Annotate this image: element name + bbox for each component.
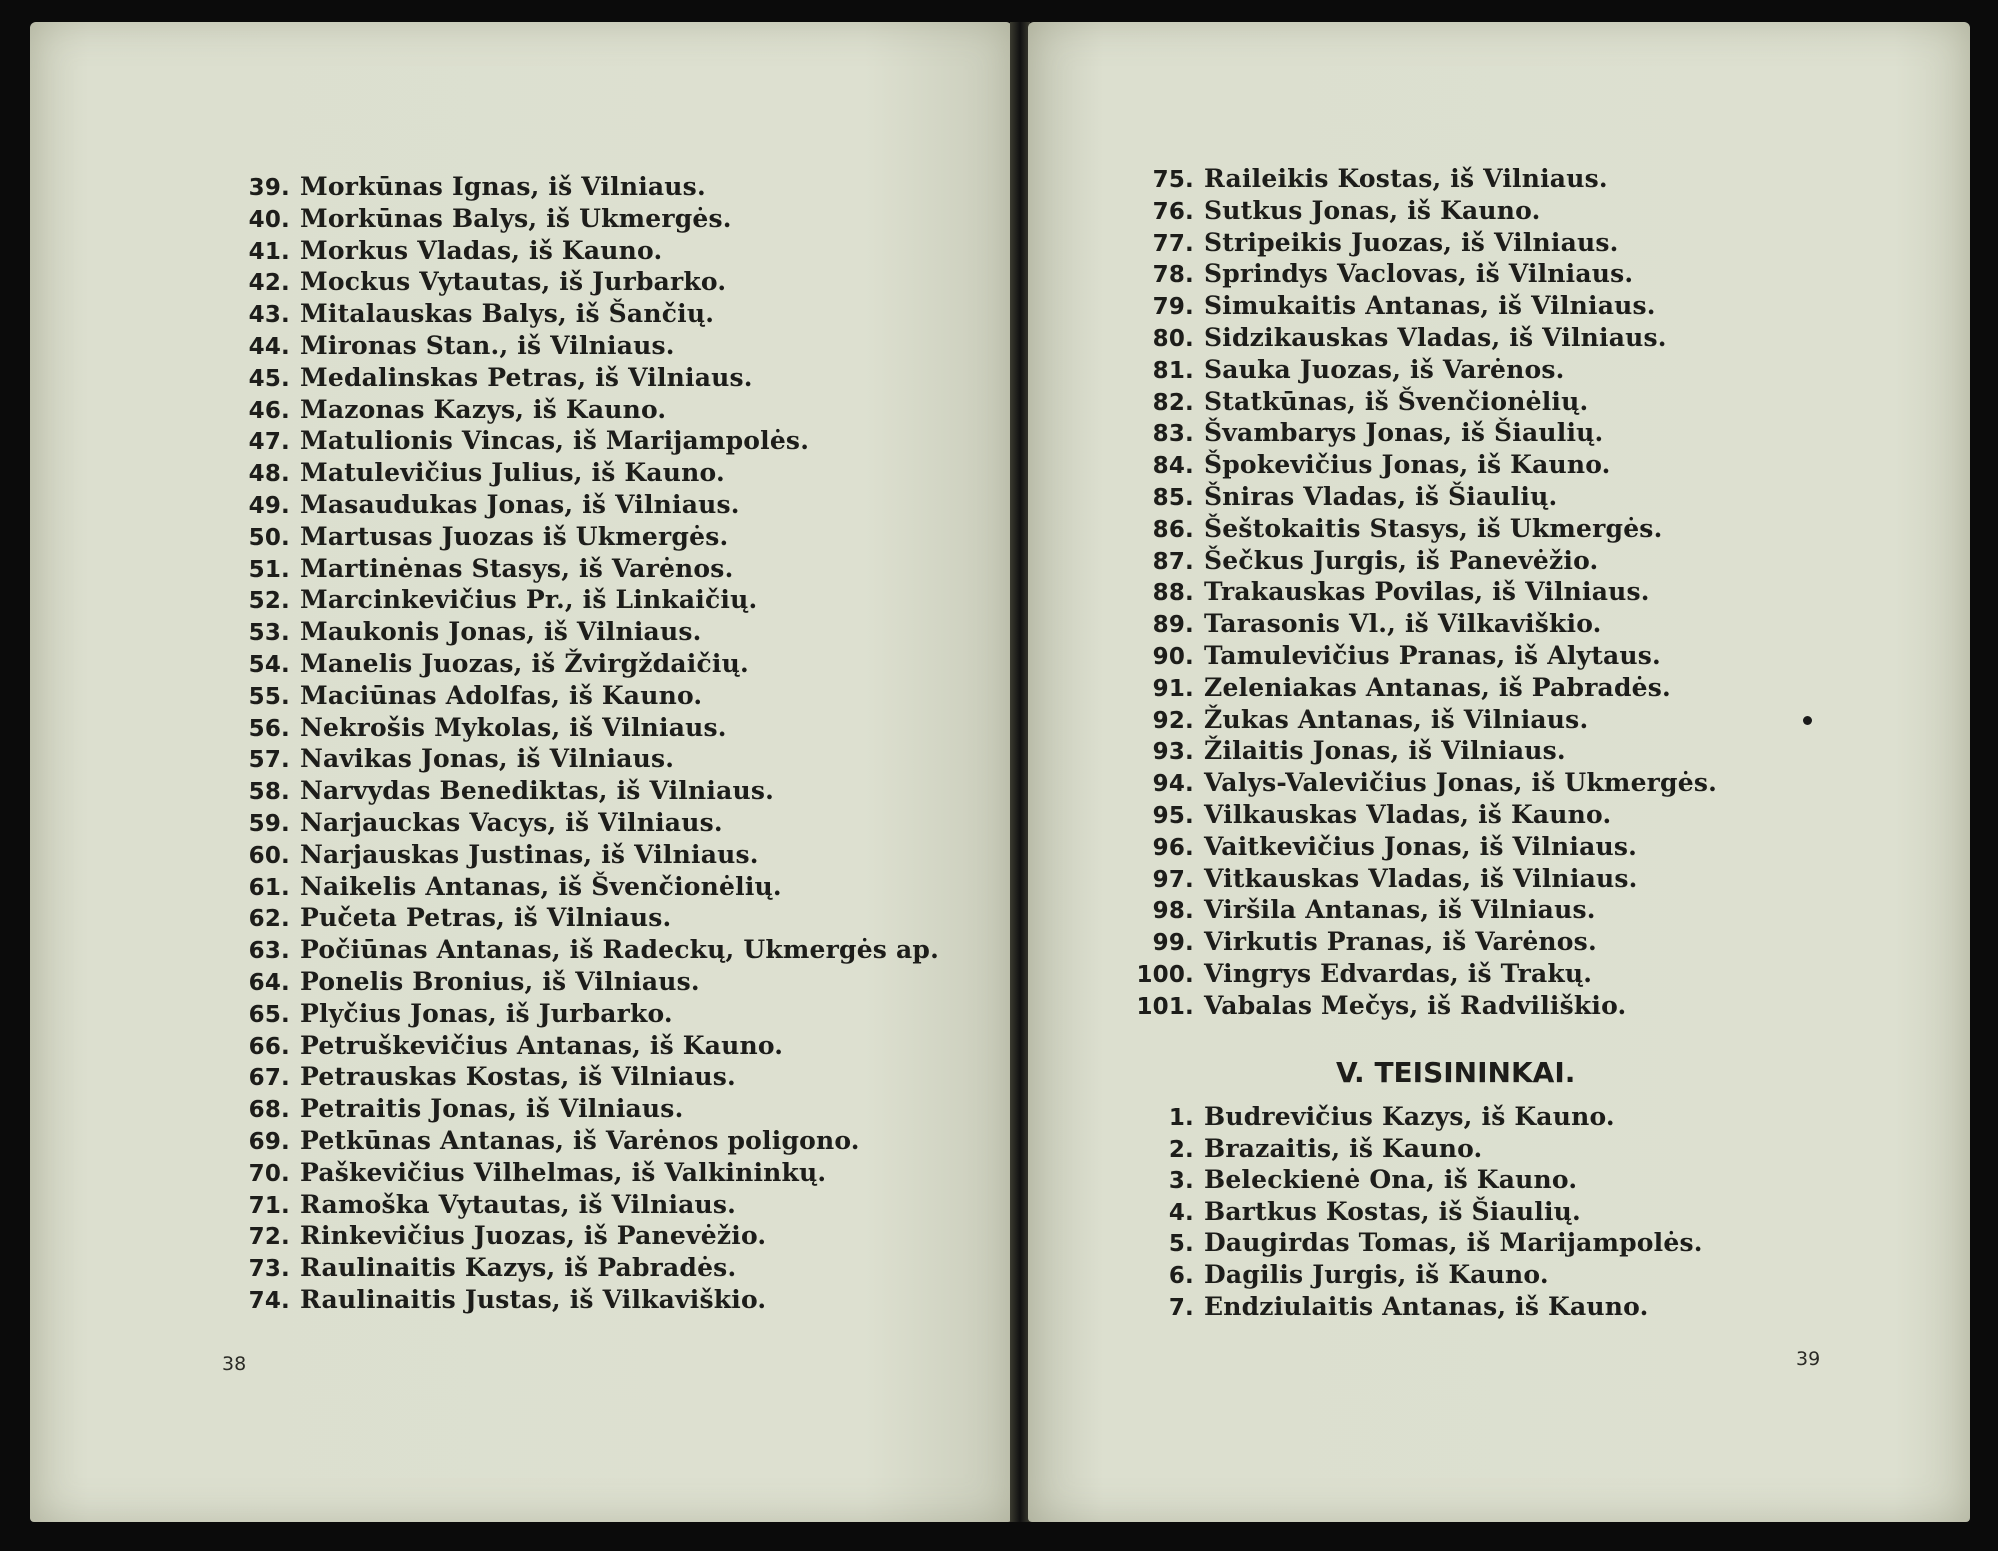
list-item <box>228 1190 939 1222</box>
entry-number: 87. <box>1152 548 1194 575</box>
list-item <box>228 522 939 554</box>
entry-text: Petkūnas Antanas, iš Varėnos poligono. <box>300 1125 860 1155</box>
entry-text: Vabalas Mečys, iš Radviliškio. <box>1204 990 1627 1020</box>
entry-text: Martusas Juozas iš Ukmergės. <box>300 521 729 551</box>
list-item <box>228 363 939 395</box>
entry-number: 55. <box>248 683 290 710</box>
list-item <box>228 681 939 713</box>
list-item <box>228 617 939 649</box>
list-item <box>1132 609 1717 641</box>
list-item <box>228 267 939 299</box>
list-item <box>1132 1102 1703 1134</box>
list-item <box>1132 482 1717 514</box>
entry-text: Žukas Antanas, iš Vilniaus. <box>1204 704 1589 734</box>
list-item <box>1132 546 1717 578</box>
entry-number: 97. <box>1152 866 1194 893</box>
entry-number: 91. <box>1152 675 1194 702</box>
entry-number: 81. <box>1152 357 1194 384</box>
list-item <box>1132 514 1717 546</box>
entry-text: Daugirdas Tomas, iš Marijampolės. <box>1204 1228 1703 1258</box>
entry-number: 51. <box>248 556 290 583</box>
list-item <box>228 967 939 999</box>
list-item <box>228 649 939 681</box>
entry-text: Simukaitis Antanas, iš Vilniaus. <box>1204 291 1656 321</box>
entry-number: 75. <box>1152 167 1194 193</box>
list-item <box>1132 641 1717 673</box>
list-item <box>228 395 939 427</box>
entry-text: Stripeikis Juozas, iš Vilniaus. <box>1204 227 1619 257</box>
entry-text: Morkus Vladas, iš Kauno. <box>300 235 663 265</box>
entry-number: 56. <box>248 715 290 742</box>
entry-text: Viršila Antanas, iš Vilniaus. <box>1204 895 1596 925</box>
entry-number: 84. <box>1152 453 1194 480</box>
entry-number: 85. <box>1152 484 1194 511</box>
list-item <box>228 1126 939 1158</box>
list-item <box>228 204 939 236</box>
entry-text: Švambarys Jonas, iš Šiaulių. <box>1204 418 1604 448</box>
list-item <box>228 935 939 967</box>
entry-text: Statkūnas, iš Švenčionėlių. <box>1204 386 1589 416</box>
entry-number: 79. <box>1152 294 1194 321</box>
entry-text: Sprindys Vaclovas, iš Vilniaus. <box>1204 259 1634 289</box>
entry-number: 92. <box>1152 707 1194 734</box>
entry-number: 95. <box>1152 802 1194 829</box>
list-item <box>1132 450 1717 482</box>
entry-number: 70. <box>248 1160 290 1187</box>
list-item <box>1132 387 1717 419</box>
entry-text: Petrauskas Kostas, iš Vilniaus. <box>300 1062 736 1092</box>
entry-number: 50. <box>248 524 290 551</box>
list-item <box>1132 959 1717 991</box>
entry-text: Bartkus Kostas, iš Šiaulių. <box>1204 1196 1581 1226</box>
list-item <box>228 172 939 204</box>
entry-number: 96. <box>1152 834 1194 861</box>
list-item <box>1132 291 1717 323</box>
entry-number: 89. <box>1152 612 1194 639</box>
entry-number: 83. <box>1152 421 1194 448</box>
entry-text: Sauka Juozas, iš Varėnos. <box>1204 354 1565 384</box>
entry-text: Šniras Vladas, iš Šiaulių. <box>1204 481 1558 511</box>
entry-number: 7. <box>1168 1294 1194 1321</box>
entry-number: 66. <box>248 1033 290 1060</box>
list-item <box>1132 1197 1703 1229</box>
entry-number: 73. <box>248 1256 290 1283</box>
list-item <box>228 426 939 458</box>
book-gutter <box>1010 22 1030 1522</box>
list-item <box>228 808 939 840</box>
list-item <box>228 1253 939 1285</box>
entry-text: Medalinskas Petras, iš Vilniaus. <box>300 362 753 392</box>
list-item <box>1132 1228 1703 1260</box>
entry-number: 39. <box>248 175 290 201</box>
entry-text: Navikas Jonas, iš Vilniaus. <box>300 744 675 774</box>
entry-number: 65. <box>248 1001 290 1028</box>
left-page-name-list <box>228 172 939 1317</box>
entry-number: 63. <box>248 938 290 965</box>
entry-text: Vilkauskas Vladas, iš Kauno. <box>1204 799 1612 829</box>
entry-number: 45. <box>248 365 290 392</box>
list-item <box>228 299 939 331</box>
entry-text: Narjauskas Justinas, iš Vilniaus. <box>300 839 759 869</box>
entry-text: Vingrys Edvardas, iš Trakų. <box>1204 958 1593 988</box>
entry-text: Rinkevičius Juozas, iš Panevėžio. <box>300 1221 767 1251</box>
entry-text: Zeleniakas Antanas, iš Pabradės. <box>1204 672 1671 702</box>
entry-text: Vaitkevičius Jonas, iš Vilniaus. <box>1204 831 1638 861</box>
entry-text: Matulionis Vincas, iš Marijampolės. <box>300 426 810 456</box>
list-item <box>1132 768 1717 800</box>
entry-text: Marcinkevičius Pr., iš Linkaičių. <box>300 585 758 615</box>
entry-number: 101. <box>1136 993 1194 1020</box>
entry-text: Virkutis Pranas, iš Varėnos. <box>1204 927 1597 957</box>
entry-text: Tamulevičius Pranas, iš Alytaus. <box>1204 640 1661 670</box>
list-item <box>228 458 939 490</box>
entry-text: Raulinaitis Kazys, iš Pabradės. <box>300 1253 737 1283</box>
entry-text: Masaudukas Jonas, iš Vilniaus. <box>300 489 740 519</box>
list-item <box>1132 673 1717 705</box>
list-item <box>1132 196 1717 228</box>
entry-number: 80. <box>1152 325 1194 352</box>
list-item <box>228 1094 939 1126</box>
entry-text: Šečkus Jurgis, iš Panevėžio. <box>1204 545 1599 575</box>
entry-text: Matulevičius Julius, iš Kauno. <box>300 458 725 488</box>
entry-number: 74. <box>248 1287 290 1314</box>
entry-number: 72. <box>248 1224 290 1251</box>
list-item <box>1132 1260 1703 1292</box>
list-item <box>228 1285 939 1317</box>
ink-spot <box>1803 716 1812 725</box>
entry-number: 2. <box>1168 1136 1194 1163</box>
entry-number: 54. <box>248 651 290 678</box>
entry-text: Narjauckas Vacys, iš Vilniaus. <box>300 807 723 837</box>
entry-number: 78. <box>1152 262 1194 289</box>
entry-text: Plyčius Jonas, iš Jurbarko. <box>300 998 673 1028</box>
entry-text: Ponelis Bronius, iš Vilniaus. <box>300 966 700 996</box>
entry-text: Špokevičius Jonas, iš Kauno. <box>1204 450 1611 480</box>
list-item <box>228 554 939 586</box>
list-item <box>1132 864 1717 896</box>
entry-number: 98. <box>1152 898 1194 925</box>
list-item <box>1132 1165 1703 1197</box>
entry-text: Paškevičius Vilhelmas, iš Valkininkų. <box>300 1157 827 1187</box>
list-item <box>228 1221 939 1253</box>
entry-text: Petraitis Jonas, iš Vilniaus. <box>300 1094 684 1124</box>
entry-number: 77. <box>1152 230 1194 257</box>
entry-number: 52. <box>248 588 290 615</box>
list-item <box>1132 418 1717 450</box>
list-item <box>1132 577 1717 609</box>
list-item <box>1132 1134 1703 1166</box>
list-item <box>1132 1292 1703 1324</box>
list-item <box>228 236 939 268</box>
entry-number: 71. <box>248 1192 290 1219</box>
entry-number: 58. <box>248 779 290 806</box>
list-item <box>228 585 939 617</box>
entry-number: 46. <box>248 397 290 424</box>
entry-number: 44. <box>248 333 290 360</box>
entry-number: 94. <box>1152 771 1194 798</box>
entry-text: Petruškevičius Antanas, iš Kauno. <box>300 1030 784 1060</box>
entry-number: 61. <box>248 874 290 901</box>
list-item <box>1132 991 1717 1023</box>
entry-number: 48. <box>248 461 290 488</box>
list-item <box>1132 736 1717 768</box>
list-item <box>228 1031 939 1063</box>
entry-number: 76. <box>1152 198 1194 225</box>
entry-number: 59. <box>248 810 290 837</box>
right-page-number: 39 <box>1796 1348 1821 1370</box>
list-item <box>1132 800 1717 832</box>
entry-number: 100. <box>1136 961 1194 988</box>
entry-text: Mockus Vytautas, iš Jurbarko. <box>300 267 727 297</box>
entry-number: 86. <box>1152 516 1194 543</box>
entry-text: Žilaitis Jonas, iš Vilniaus. <box>1204 736 1566 766</box>
list-item <box>228 903 939 935</box>
entry-number: 53. <box>248 620 290 647</box>
list-item <box>1132 832 1717 864</box>
right-page-name-list <box>1132 164 1717 1023</box>
entry-number: 47. <box>248 429 290 456</box>
entry-text: Narvydas Benediktas, iš Vilniaus. <box>300 776 775 806</box>
entry-text: Manelis Juozas, iš Žvirgždaičių. <box>300 648 749 678</box>
entry-number: 99. <box>1152 930 1194 957</box>
entry-number: 49. <box>248 492 290 519</box>
entry-text: Valys-Valevičius Jonas, iš Ukmergės. <box>1204 768 1718 798</box>
entry-number: 69. <box>248 1128 290 1155</box>
entry-text: Brazaitis, iš Kauno. <box>1204 1133 1483 1163</box>
entry-text: Ramoška Vytautas, iš Vilniaus. <box>300 1189 737 1219</box>
entry-text: Raileikis Kostas, iš Vilniaus. <box>1204 164 1608 193</box>
entry-text: Naikelis Antanas, iš Švenčionėlių. <box>300 871 782 901</box>
list-item <box>228 776 939 808</box>
list-item <box>1132 164 1717 196</box>
entry-text: Maukonis Jonas, iš Vilniaus. <box>300 617 702 647</box>
list-item <box>228 1158 939 1190</box>
entry-text: Počiūnas Antanas, iš Radeckų, Ukmergės ap. <box>300 935 939 965</box>
entry-number: 60. <box>248 842 290 869</box>
list-item <box>1132 259 1717 291</box>
entry-number: 68. <box>248 1097 290 1124</box>
entry-number: 42. <box>248 270 290 297</box>
entry-text: Šeštokaitis Stasys, iš Ukmergės. <box>1204 513 1663 543</box>
entry-number: 90. <box>1152 643 1194 670</box>
list-item <box>1132 705 1717 737</box>
list-item <box>1132 355 1717 387</box>
entry-number: 82. <box>1152 389 1194 416</box>
entry-number: 41. <box>248 238 290 265</box>
entry-number: 64. <box>248 969 290 996</box>
entry-number: 40. <box>248 206 290 233</box>
entry-number: 5. <box>1168 1231 1194 1258</box>
entry-text: Morkūnas Balys, iš Ukmergės. <box>300 203 732 233</box>
entry-number: 57. <box>248 747 290 774</box>
left-page-number: 38 <box>222 1353 247 1375</box>
list-item <box>1132 895 1717 927</box>
list-item <box>228 872 939 904</box>
entry-number: 3. <box>1168 1168 1194 1195</box>
entry-text: Tarasonis Vl., iš Vilkaviškio. <box>1204 609 1602 639</box>
entry-text: Beleckienė Ona, iš Kauno. <box>1204 1165 1578 1195</box>
entry-text: Mironas Stan., iš Vilniaus. <box>300 330 675 360</box>
entry-number: 43. <box>248 302 290 329</box>
list-item <box>228 744 939 776</box>
entry-text: Dagilis Jurgis, iš Kauno. <box>1204 1259 1549 1289</box>
entry-text: Mitalauskas Balys, iš Šančių. <box>300 299 715 329</box>
entry-text: Sutkus Jonas, iš Kauno. <box>1204 195 1541 225</box>
entry-text: Vitkauskas Vladas, iš Vilniaus. <box>1204 863 1638 893</box>
list-item <box>228 490 939 522</box>
list-item <box>228 840 939 872</box>
entry-text: Pučeta Petras, iš Vilniaus. <box>300 903 672 933</box>
entry-number: 88. <box>1152 580 1194 607</box>
entry-text: Mazonas Kazys, iš Kauno. <box>300 394 667 424</box>
entry-text: Martinėnas Stasys, iš Varėnos. <box>300 553 734 583</box>
entry-text: Endziulaitis Antanas, iš Kauno. <box>1204 1291 1649 1321</box>
entry-number: 1. <box>1168 1105 1194 1131</box>
list-item <box>1132 927 1717 959</box>
list-item <box>1132 323 1717 355</box>
entry-number: 67. <box>248 1065 290 1092</box>
entry-text: Sidzikauskas Vladas, iš Vilniaus. <box>1204 322 1667 352</box>
list-item <box>228 331 939 363</box>
list-item <box>228 713 939 745</box>
entry-number: 62. <box>248 906 290 933</box>
entry-text: Morkūnas Ignas, iš Vilniaus. <box>300 172 706 201</box>
section-heading: V. TEISININKAI. <box>1336 1056 1576 1089</box>
list-item <box>228 1062 939 1094</box>
entry-number: 6. <box>1168 1262 1194 1289</box>
entry-text: Raulinaitis Justas, iš Vilkaviškio. <box>300 1284 767 1314</box>
lawyers-name-list <box>1132 1102 1703 1323</box>
entry-text: Nekrošis Mykolas, iš Vilniaus. <box>300 712 727 742</box>
entry-number: 93. <box>1152 739 1194 766</box>
entry-number: 4. <box>1168 1199 1194 1226</box>
entry-text: Trakauskas Povilas, iš Vilniaus. <box>1204 577 1650 607</box>
entry-text: Budrevičius Kazys, iš Kauno. <box>1204 1102 1615 1131</box>
entry-text: Maciūnas Adolfas, iš Kauno. <box>300 680 703 710</box>
list-item <box>228 999 939 1031</box>
list-item <box>1132 228 1717 260</box>
